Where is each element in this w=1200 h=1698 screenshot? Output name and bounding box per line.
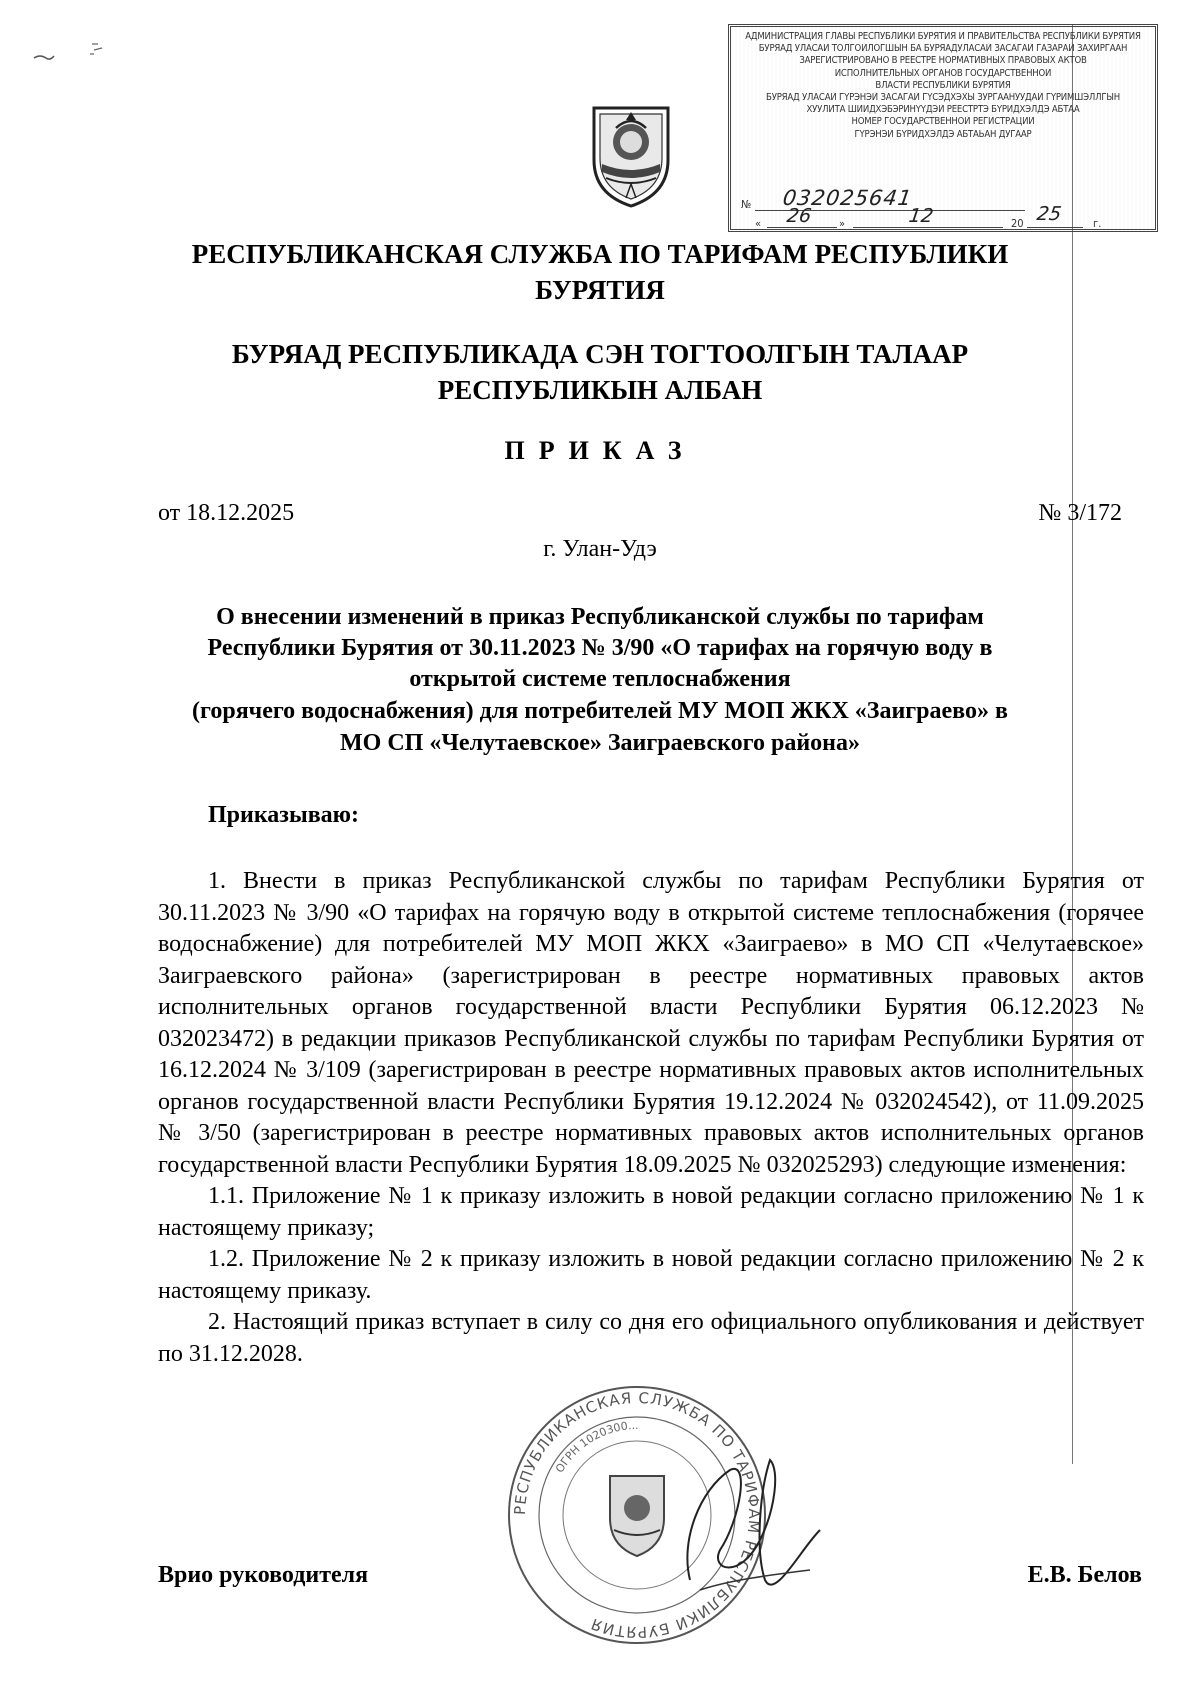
- stamp-line: ХУУЛИТА ШИИДХЭБЭРИНҮҮДЭЙ РЕЕСТРТЭ БҮРИДХЭЛДЭ АБТАА: [806, 104, 1080, 116]
- subject-line4: (горячего водоснабжения) для потребителей МУ МОП ЖКХ «Заиграево» в: [192, 698, 1008, 724]
- subject-line1: О внесении изменений в приказ Республиканской службы по тарифам: [216, 604, 984, 630]
- stamp-line: БУРЯАД УЛАСАЙ ТОЛГОЙЛОГШЫН БА БУРЯАДУЛАСАЙ ЗАСАГАЙ ГАЗАРАЙ ЗАХИРГААН: [758, 43, 1128, 55]
- subject-line2: Республики Бурятия от 30.11.2023 № 3/90 «О тарифах на горячую воду в: [207, 635, 993, 661]
- stamp-date-suffix: г.: [1093, 217, 1102, 230]
- order-item-1-2: 1.2. Приложение № 2 к приказу изложить в новой редакции согласно приложению № 2 к настоящему приказу.: [158, 1246, 1144, 1304]
- stamp-day-underline: [767, 227, 837, 228]
- order-item-2: 2. Настоящий приказ вступает в силу со дня его официального опубликования и действует по 31.12.2028.: [158, 1309, 1144, 1367]
- stamp-line: ГҮРЭНЭЙ БҮРИДХЭЛДЭ АБТАЬАН ДУГААР: [854, 128, 1032, 140]
- stamp-line: ЗАРЕГИСТРИРОВАНО В РЕЕСТРЕ НОРМАТИВНЫХ ПРАВОВЫХ АКТОВ: [799, 55, 1087, 67]
- stamp-date-year: 25: [1035, 203, 1063, 225]
- coat-of-arms-icon: [586, 98, 676, 210]
- stamp-line: БУРЯАД УЛАСАЙ ГҮРЭНЭЙ ЗАСАГАЙ ГҮСЭДХЭХЫ ЗУРГААНУУДАЙ ГҮРИМШЭЛЛГЫН: [766, 92, 1120, 104]
- document-number: № 3/172: [1038, 500, 1122, 526]
- subject-line5: МО СП «Челутаевское» Заиграевского района»: [340, 730, 860, 756]
- agency-name-line1: РЕСПУБЛИКАНСКАЯ СЛУЖБА ПО ТАРИФАМ РЕСПУБЛИКИ: [191, 239, 1009, 269]
- stamp-line: ИСПОЛНИТЕЛЬНЫХ ОРГАНОВ ГОСУДАРСТВЕННОЙ: [834, 67, 1052, 79]
- stamp-date-year-prefix: 20: [1011, 217, 1024, 230]
- stamp-line: НОМЕР ГОСУДАРСТВЕННОЙ РЕГИСТРАЦИИ: [851, 116, 1035, 128]
- document-date: от 18.12.2025: [158, 500, 295, 526]
- agency-name-buryat-line1: БУРЯАД РЕСПУБЛИКАДА СЭН ТОГТООЛГЫН ТАЛААР: [231, 339, 969, 369]
- agency-name-buryat-line2: РЕСПУБЛИКЫН АЛБАН: [437, 375, 763, 405]
- stamp-number-value: 032025641: [781, 186, 914, 210]
- stamp-date-quote-close: »: [839, 217, 846, 230]
- order-body: [158, 866, 1144, 1370]
- stamp-number-row: [741, 186, 1041, 212]
- agency-name-line2: БУРЯТИЯ: [535, 275, 665, 305]
- stamp-number-label: №: [741, 198, 752, 211]
- stamp-month-underline: [853, 227, 1003, 228]
- stamp-year-underline: [1027, 227, 1083, 228]
- stamp-date-day: 26: [785, 205, 813, 227]
- document-type: ПРИКАЗ: [504, 436, 696, 465]
- document-city: г. Улан-Удэ: [543, 536, 657, 562]
- stamp-line: АДМИНИСТРАЦИЯ ГЛАВЫ РЕСПУБЛИКИ БУРЯТИЯ И ПРАВИТЕЛЬСТВА РЕСПУБЛИКИ БУРЯТИЯ: [745, 31, 1141, 42]
- registration-stamp: [728, 24, 1158, 232]
- order-item-1-1: 1.1. Приложение № 1 к приказу изложить в новой редакции согласно приложению № 1 к настоящему приказу;: [158, 1183, 1144, 1241]
- seal-inner-text: ОГРН 1020300...: [553, 1418, 639, 1476]
- stamp-line: ВЛАСТИ РЕСПУБЛИКИ БУРЯТИЯ: [875, 79, 1011, 91]
- order-item-1: 1. Внести в приказ Республиканской службы по тарифам Республики Бурятия от 30.11.2023 № 3/90 «О тарифах на горячую воду в открытой системе теплоснабжения (горячее водоснабжение) для потребителей МУ МОП ЖКХ «Заиграево» в МО СП «Челутаевское» Заиграевского района» (зарегистрирован в реестре нормативных правовых актов исполнительных органов государственной власти Республики Бурятия 06.12.2023 № 032023472) в редакции приказов Республиканской службы по тарифам Республики Бурятия от 16.12.2024 № 3/109 (зарегистрирован в реестре нормативных правовых актов исполнительных органов государственной власти Республики Бурятия 19.12.2024 № 032024542), от 11.09.2025 № 3/50 (зарегистрирован в реестре нормативных правовых актов исполнительных органов государственной власти Республики Бурятия 18.09.2025 № 032025293) следующие изменения:: [158, 868, 1144, 1178]
- order-heading: [158, 800, 1144, 832]
- stamp-date-month: 12: [907, 205, 935, 227]
- signatory-position: Врио руководителя: [158, 1562, 369, 1588]
- signatory-name: Е.В. Белов: [1027, 1562, 1142, 1588]
- order-heading-text: Приказываю:: [208, 802, 359, 828]
- subject-line3: открытой системе теплоснабжения: [409, 666, 791, 692]
- seal-outer-text: РЕСПУБЛИКАНСКАЯ СЛУЖБА ПО ТАРИФАМ РЕСПУБЛИКИ БУРЯТИЯ: [510, 1388, 764, 1642]
- stamp-date-quote-open: «: [755, 217, 762, 230]
- handwritten-signature: [660, 1430, 830, 1610]
- scan-mark-icon: [32, 36, 122, 66]
